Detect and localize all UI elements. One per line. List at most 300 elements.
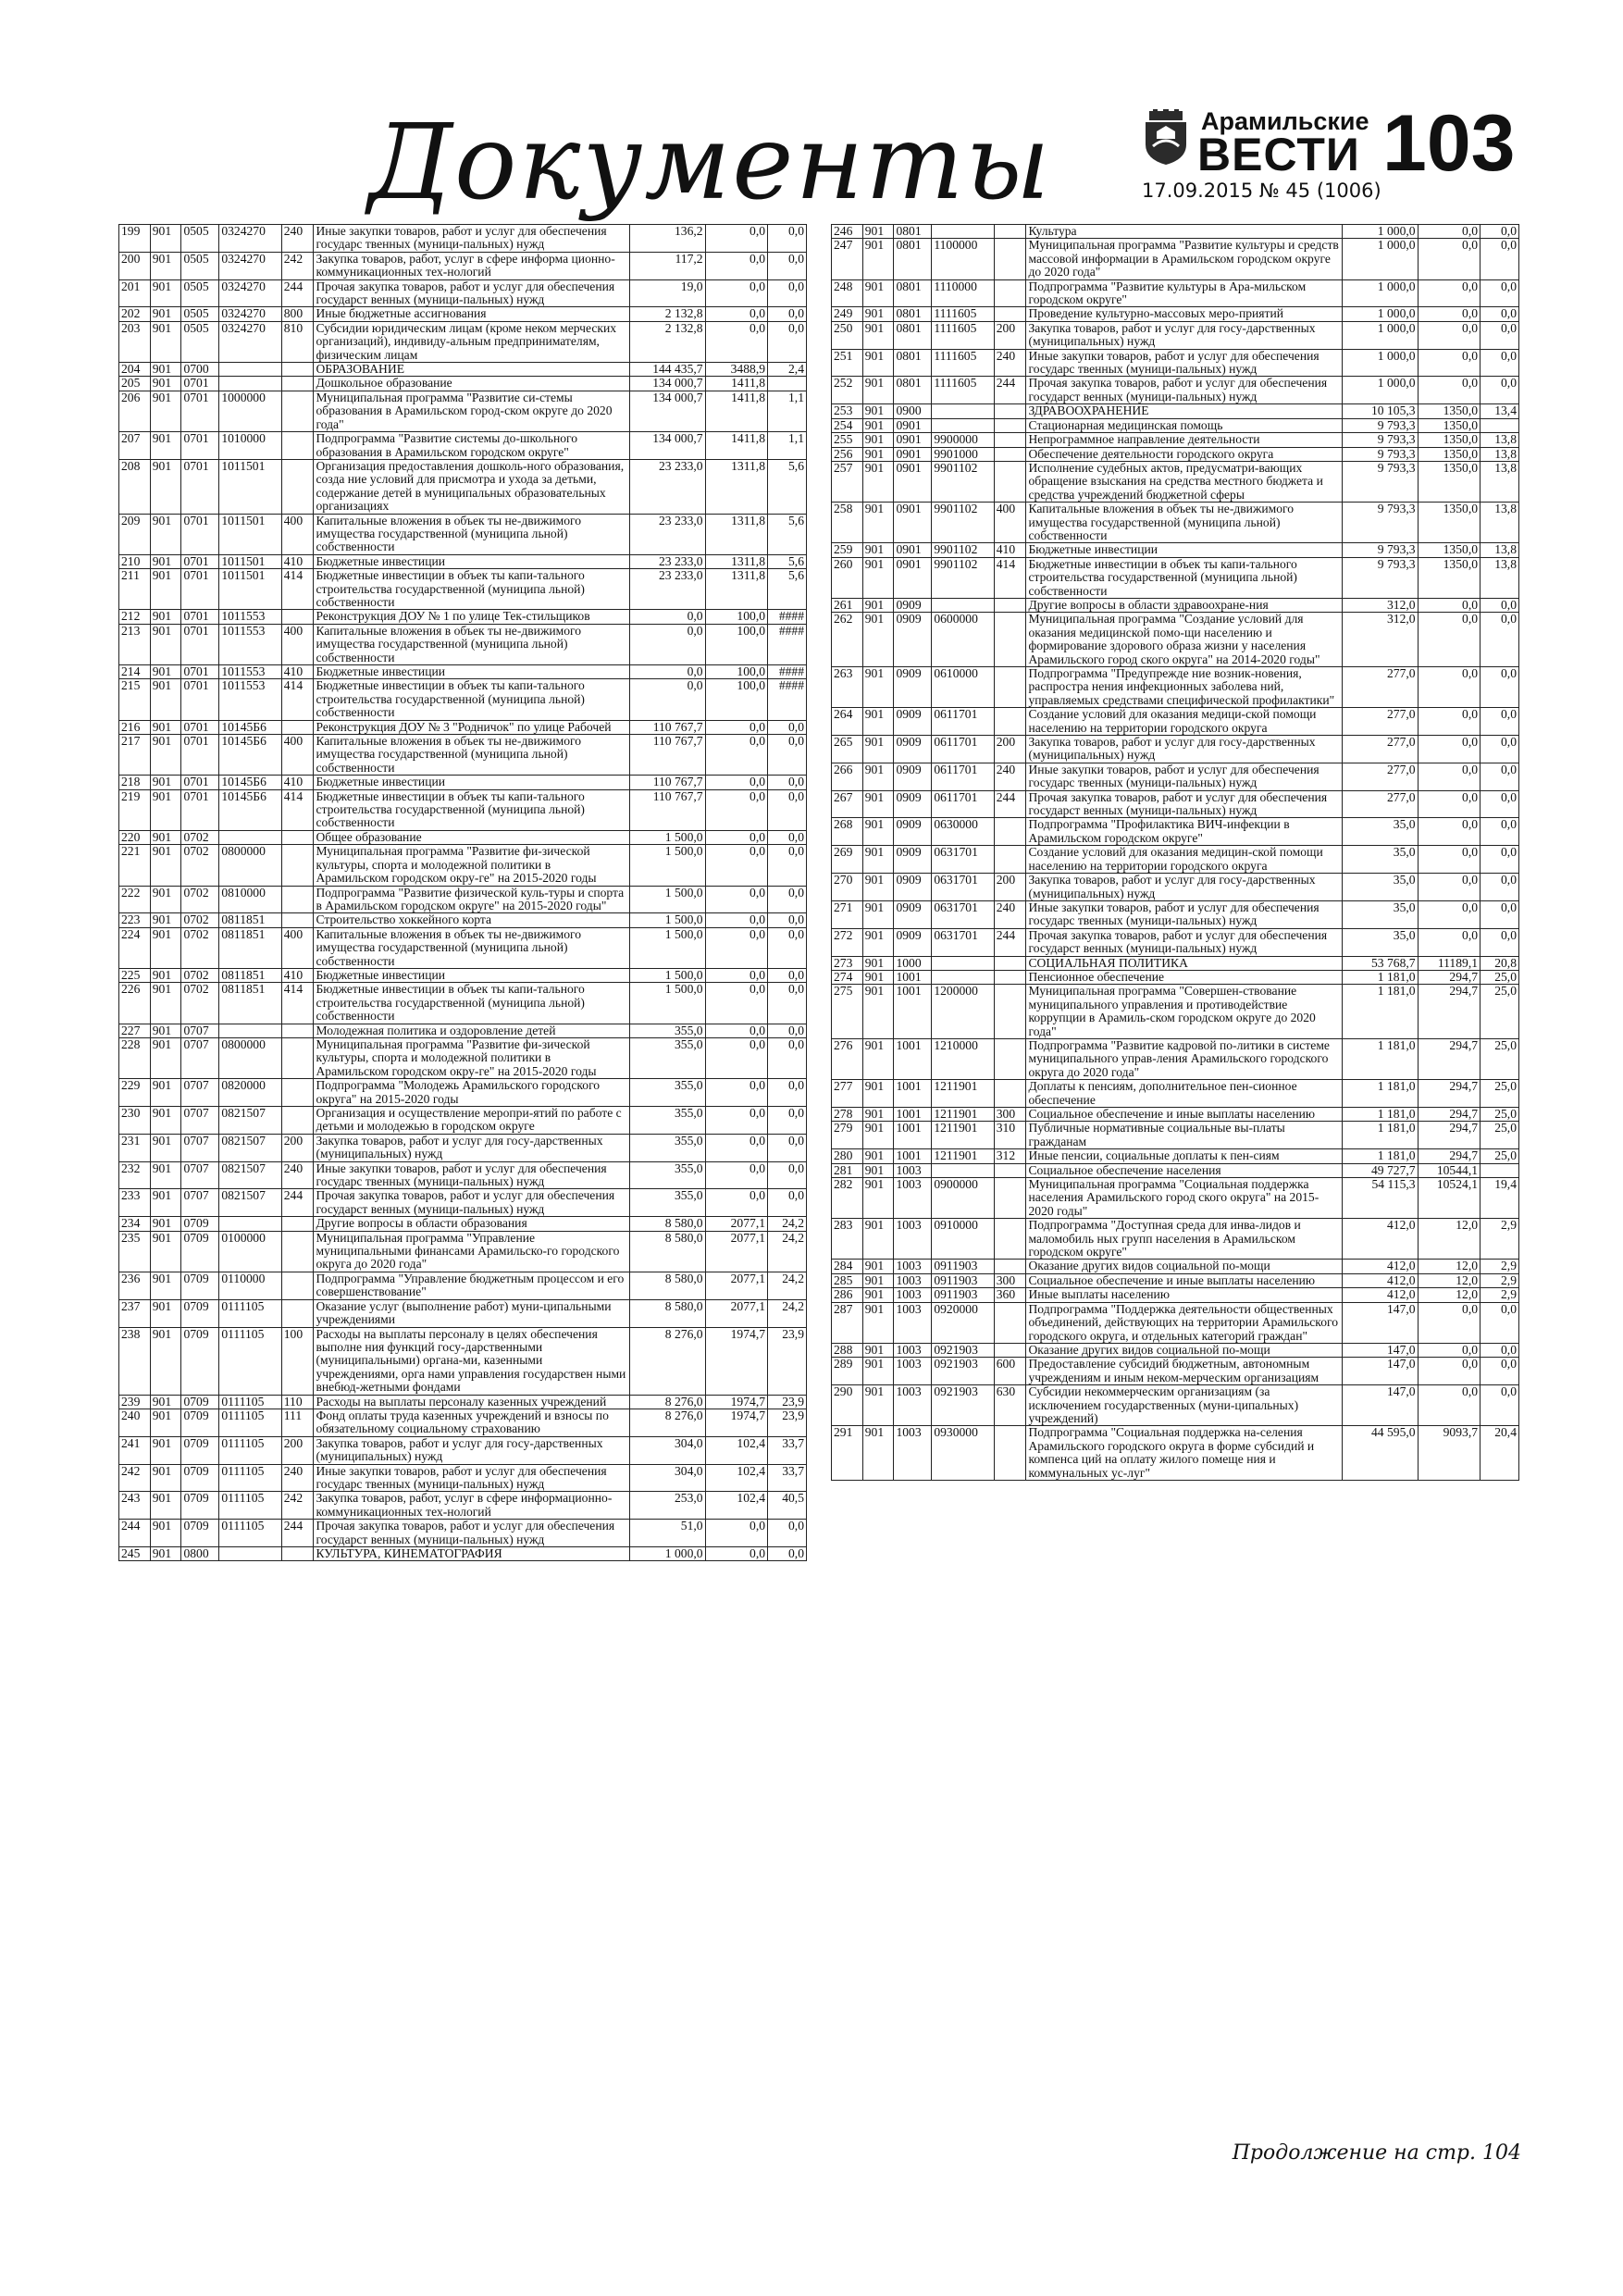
cell-target-code: 0111105 bbox=[219, 1436, 281, 1464]
cell-actual: 10544,1 bbox=[1418, 1163, 1480, 1177]
cell-expense-type: 240 bbox=[994, 763, 1026, 790]
row-num: 288 bbox=[832, 1343, 863, 1357]
cell-target-code bbox=[932, 970, 994, 984]
cell-name: Молодежная политика и оздоровление детей bbox=[314, 1024, 629, 1037]
cell-target-code: 0111105 bbox=[219, 1299, 281, 1327]
cell-actual: 2077,1 bbox=[705, 1217, 767, 1231]
cell-percent: 1,1 bbox=[768, 432, 807, 460]
table-row bbox=[832, 598, 1519, 612]
row-num: 211 bbox=[119, 569, 151, 610]
table-row bbox=[832, 279, 1519, 307]
table-row bbox=[119, 845, 807, 886]
cell-admin-code: 901 bbox=[862, 1219, 894, 1260]
cell-admin-code: 901 bbox=[862, 239, 894, 279]
cell-target-code: 0920000 bbox=[932, 1302, 994, 1343]
cell-admin-code: 901 bbox=[862, 1385, 894, 1426]
cell-target-code: 0810000 bbox=[219, 886, 281, 913]
cell-admin-code: 901 bbox=[150, 432, 181, 460]
row-num: 238 bbox=[119, 1327, 151, 1395]
row-num: 228 bbox=[119, 1037, 151, 1078]
row-num: 208 bbox=[119, 459, 151, 514]
cell-actual: 11189,1 bbox=[1418, 956, 1480, 970]
row-num: 254 bbox=[832, 418, 863, 432]
cell-admin-code: 901 bbox=[150, 983, 181, 1024]
row-num: 272 bbox=[832, 928, 863, 956]
table-row bbox=[119, 1189, 807, 1217]
cell-expense-type bbox=[281, 845, 314, 886]
row-num: 263 bbox=[832, 667, 863, 708]
cell-plan: 35,0 bbox=[1342, 846, 1418, 874]
cell-plan: 1 500,0 bbox=[629, 886, 705, 913]
row-num: 273 bbox=[832, 956, 863, 970]
row-num: 217 bbox=[119, 735, 151, 776]
cell-actual: 0,0 bbox=[705, 927, 767, 968]
row-num: 214 bbox=[119, 665, 151, 679]
cell-section-code: 0707 bbox=[181, 1161, 219, 1189]
table-row bbox=[119, 1231, 807, 1272]
cell-name: Создание условий для оказания медици-ской помощи населению на территории городского округа bbox=[1026, 708, 1342, 736]
cell-plan: 412,0 bbox=[1342, 1260, 1418, 1273]
table-row bbox=[832, 418, 1519, 432]
cell-plan: 134 000,7 bbox=[629, 377, 705, 391]
cell-target-code: 0630000 bbox=[932, 818, 994, 846]
cell-plan: 1 181,0 bbox=[1342, 1038, 1418, 1079]
table-row bbox=[119, 1024, 807, 1037]
cell-target-code bbox=[219, 1217, 281, 1231]
cell-target-code: 0111105 bbox=[219, 1409, 281, 1436]
table-row bbox=[119, 1395, 807, 1409]
cell-name: Социальное обеспечение населения bbox=[1026, 1163, 1342, 1177]
cell-target-code: 10145Б6 bbox=[219, 789, 281, 830]
row-num: 290 bbox=[832, 1385, 863, 1426]
cell-actual: 0,0 bbox=[705, 776, 767, 789]
cell-expense-type bbox=[994, 1163, 1026, 1177]
cell-plan: 8 276,0 bbox=[629, 1409, 705, 1436]
cell-target-code: 0811851 bbox=[219, 968, 281, 982]
cell-target-code: 9901000 bbox=[932, 447, 994, 461]
cell-section-code: 0707 bbox=[181, 1079, 219, 1107]
cell-percent: #### bbox=[768, 665, 807, 679]
cell-target-code: 0600000 bbox=[932, 613, 994, 667]
cell-name: Муниципальная программа "Управление муниципальными финансами Арамильско-го городского округа до 2020 года" bbox=[314, 1231, 629, 1272]
cell-section-code: 0901 bbox=[894, 418, 932, 432]
cell-expense-type bbox=[281, 913, 314, 927]
cell-section-code: 0801 bbox=[894, 225, 932, 239]
cell-name: Бюджетные инвестиции в объек ты капи-тального строительства государственной (муниципа льной) собственности bbox=[314, 983, 629, 1024]
cell-plan: 8 276,0 bbox=[629, 1327, 705, 1395]
cell-target-code: 0921903 bbox=[932, 1343, 994, 1357]
table-row bbox=[119, 307, 807, 321]
cell-percent: 0,0 bbox=[768, 1161, 807, 1189]
cell-target-code: 0911903 bbox=[932, 1288, 994, 1302]
cell-target-code bbox=[932, 598, 994, 612]
row-num: 252 bbox=[832, 377, 863, 404]
cell-percent: 0,0 bbox=[1481, 928, 1519, 956]
cell-admin-code: 901 bbox=[150, 1272, 181, 1299]
cell-target-code: 1100000 bbox=[932, 239, 994, 279]
cell-actual: 0,0 bbox=[705, 789, 767, 830]
cell-percent: 0,0 bbox=[1481, 874, 1519, 901]
cell-section-code: 0701 bbox=[181, 514, 219, 554]
cell-admin-code: 901 bbox=[862, 1260, 894, 1273]
budget-table-right bbox=[831, 224, 1519, 1481]
cell-actual: 100,0 bbox=[705, 665, 767, 679]
cell-target-code: 1011501 bbox=[219, 569, 281, 610]
cell-section-code: 0709 bbox=[181, 1217, 219, 1231]
cell-percent: 20,4 bbox=[1481, 1426, 1519, 1481]
cell-actual: 0,0 bbox=[1418, 307, 1480, 321]
cell-actual: 0,0 bbox=[1418, 900, 1480, 928]
cell-plan: 9 793,3 bbox=[1342, 543, 1418, 557]
cell-percent: 2,9 bbox=[1481, 1288, 1519, 1302]
cell-expense-type bbox=[994, 447, 1026, 461]
cell-percent: 0,0 bbox=[768, 845, 807, 886]
cell-admin-code: 901 bbox=[150, 624, 181, 664]
cell-percent: 5,6 bbox=[768, 569, 807, 610]
cell-expense-type: 111 bbox=[281, 1409, 314, 1436]
cell-expense-type bbox=[994, 598, 1026, 612]
cell-percent: 0,0 bbox=[1481, 736, 1519, 763]
cell-admin-code: 901 bbox=[862, 1358, 894, 1385]
cell-expense-type bbox=[994, 985, 1026, 1039]
cell-percent: 0,0 bbox=[1481, 763, 1519, 790]
cell-section-code: 0709 bbox=[181, 1395, 219, 1409]
cell-percent: 0,0 bbox=[768, 252, 807, 279]
cell-section-code: 0701 bbox=[181, 665, 219, 679]
cell-section-code: 0800 bbox=[181, 1547, 219, 1561]
cell-plan: 304,0 bbox=[629, 1436, 705, 1464]
table-row bbox=[832, 1385, 1519, 1426]
cell-name: Подпрограмма "Управление бюджетным процессом и его совершенствование" bbox=[314, 1272, 629, 1299]
table-row bbox=[119, 554, 807, 568]
cell-admin-code: 901 bbox=[862, 321, 894, 349]
cell-section-code: 0707 bbox=[181, 1037, 219, 1078]
cell-name: Прочая закупка товаров, работ и услуг для обеспечения государст венных (муници-пальных) нужд bbox=[1026, 377, 1342, 404]
cell-section-code: 0701 bbox=[181, 391, 219, 431]
cell-percent: 2,9 bbox=[1481, 1260, 1519, 1273]
cell-percent: 25,0 bbox=[1481, 1149, 1519, 1163]
cell-target-code: 0110000 bbox=[219, 1272, 281, 1299]
cell-target-code: 1111605 bbox=[932, 377, 994, 404]
cell-section-code: 1001 bbox=[894, 970, 932, 984]
cell-percent: 0,0 bbox=[1481, 239, 1519, 279]
cell-expense-type bbox=[281, 1272, 314, 1299]
cell-percent: 24,2 bbox=[768, 1231, 807, 1272]
cell-name: Реконструкция ДОУ № 1 по улице Тек-стильщиков bbox=[314, 610, 629, 624]
cell-admin-code: 901 bbox=[150, 927, 181, 968]
right-column bbox=[831, 224, 1519, 1481]
cell-percent: 25,0 bbox=[1481, 1038, 1519, 1079]
cell-name: Другие вопросы в области образования bbox=[314, 1217, 629, 1231]
cell-section-code: 1000 bbox=[894, 956, 932, 970]
cell-section-code: 0709 bbox=[181, 1520, 219, 1547]
cell-percent: 0,0 bbox=[1481, 1302, 1519, 1343]
cell-percent: 0,0 bbox=[1481, 321, 1519, 349]
cell-name: Бюджетные инвестиции в объек ты капи-тального строительства государственной (муниципа льной) собственности bbox=[1026, 557, 1342, 598]
cell-target-code: 1200000 bbox=[932, 985, 994, 1039]
cell-percent: 0,0 bbox=[768, 913, 807, 927]
cell-plan: 19,0 bbox=[629, 279, 705, 307]
row-num: 242 bbox=[119, 1464, 151, 1492]
table-row bbox=[832, 557, 1519, 598]
cell-target-code: 9901102 bbox=[932, 543, 994, 557]
row-num: 230 bbox=[119, 1107, 151, 1135]
cell-admin-code: 901 bbox=[150, 1327, 181, 1395]
row-num: 253 bbox=[832, 404, 863, 418]
cell-admin-code: 901 bbox=[150, 720, 181, 734]
cell-expense-type bbox=[281, 1231, 314, 1272]
cell-target-code bbox=[932, 956, 994, 970]
cell-plan: 1 000,0 bbox=[1342, 279, 1418, 307]
cell-expense-type: 242 bbox=[281, 252, 314, 279]
row-num: 262 bbox=[832, 613, 863, 667]
cell-plan: 355,0 bbox=[629, 1189, 705, 1217]
row-num: 259 bbox=[832, 543, 863, 557]
table-row bbox=[832, 1260, 1519, 1273]
table-row bbox=[119, 1492, 807, 1520]
cell-expense-type: 310 bbox=[994, 1122, 1026, 1149]
cell-plan: 277,0 bbox=[1342, 736, 1418, 763]
cell-percent: 0,0 bbox=[768, 983, 807, 1024]
cell-actual: 0,0 bbox=[1418, 874, 1480, 901]
cell-actual: 2077,1 bbox=[705, 1231, 767, 1272]
cell-name: Проведение культурно-массовых меро-приятий bbox=[1026, 307, 1342, 321]
cell-actual: 0,0 bbox=[1418, 736, 1480, 763]
cell-percent: 5,6 bbox=[768, 554, 807, 568]
row-num: 229 bbox=[119, 1079, 151, 1107]
cell-percent: 13,8 bbox=[1481, 503, 1519, 543]
cell-section-code: 0909 bbox=[894, 874, 932, 901]
cell-admin-code: 901 bbox=[862, 1108, 894, 1122]
cell-expense-type: 240 bbox=[281, 225, 314, 253]
cell-actual: 0,0 bbox=[705, 1134, 767, 1161]
cell-section-code: 0505 bbox=[181, 252, 219, 279]
cell-section-code: 1003 bbox=[894, 1302, 932, 1343]
cell-plan: 355,0 bbox=[629, 1024, 705, 1037]
cell-section-code: 1001 bbox=[894, 1108, 932, 1122]
cell-admin-code: 901 bbox=[150, 1520, 181, 1547]
cell-actual: 0,0 bbox=[1418, 708, 1480, 736]
row-num: 234 bbox=[119, 1217, 151, 1231]
cell-percent: 0,0 bbox=[1481, 708, 1519, 736]
cell-admin-code: 901 bbox=[862, 377, 894, 404]
cell-name: Дошкольное образование bbox=[314, 377, 629, 391]
table-row bbox=[832, 667, 1519, 708]
cell-admin-code: 901 bbox=[150, 252, 181, 279]
cell-admin-code: 901 bbox=[150, 225, 181, 253]
cell-target-code: 1211901 bbox=[932, 1108, 994, 1122]
cell-plan: 0,0 bbox=[629, 665, 705, 679]
cell-target-code bbox=[219, 377, 281, 391]
cell-admin-code: 901 bbox=[150, 1037, 181, 1078]
cell-expense-type bbox=[994, 279, 1026, 307]
cell-expense-type: 410 bbox=[994, 543, 1026, 557]
cell-section-code: 0709 bbox=[181, 1272, 219, 1299]
cell-expense-type: 410 bbox=[281, 776, 314, 789]
cell-plan: 9 793,3 bbox=[1342, 447, 1418, 461]
cell-plan: 54 115,3 bbox=[1342, 1178, 1418, 1219]
cell-percent: 19,4 bbox=[1481, 1178, 1519, 1219]
cell-percent: 2,9 bbox=[1481, 1273, 1519, 1287]
row-num: 221 bbox=[119, 845, 151, 886]
cell-name: Подпрограмма "Поддержка деятельности общественных объединений, действующих на территории Арамильского городского округа, и отдельных категорий граждан" bbox=[1026, 1302, 1342, 1343]
row-num: 218 bbox=[119, 776, 151, 789]
cell-section-code: 0801 bbox=[894, 279, 932, 307]
cell-expense-type: 414 bbox=[281, 569, 314, 610]
cell-actual: 0,0 bbox=[1418, 613, 1480, 667]
row-num: 199 bbox=[119, 225, 151, 253]
cell-expense-type bbox=[994, 846, 1026, 874]
cell-target-code: 0611701 bbox=[932, 708, 994, 736]
cell-target-code: 1110000 bbox=[932, 279, 994, 307]
cell-target-code bbox=[219, 830, 281, 844]
cell-percent: 0,0 bbox=[768, 776, 807, 789]
page-number: 103 bbox=[1382, 99, 1516, 188]
cell-plan: 1 000,0 bbox=[1342, 225, 1418, 239]
cell-actual: 100,0 bbox=[705, 679, 767, 720]
table-row bbox=[832, 321, 1519, 349]
cell-name: Создание условий для оказания медицин-ской помощи населению на территории городского округа bbox=[1026, 846, 1342, 874]
cell-section-code: 1003 bbox=[894, 1358, 932, 1385]
row-num: 209 bbox=[119, 514, 151, 554]
cell-name: Подпрограмма "Развитие физической куль-туры и спорта в Арамильском городском округе" на 2015-2020 годы" bbox=[314, 886, 629, 913]
cell-section-code: 0901 bbox=[894, 447, 932, 461]
row-num: 249 bbox=[832, 307, 863, 321]
cell-actual: 0,0 bbox=[1418, 377, 1480, 404]
row-num: 251 bbox=[832, 349, 863, 377]
cell-target-code: 0611701 bbox=[932, 790, 994, 818]
cell-actual: 0,0 bbox=[1418, 239, 1480, 279]
cell-plan: 134 000,7 bbox=[629, 432, 705, 460]
cell-name: Доплаты к пенсиям, дополнительное пен-сионное обеспечение bbox=[1026, 1080, 1342, 1108]
row-num: 203 bbox=[119, 321, 151, 362]
cell-plan: 110 767,7 bbox=[629, 720, 705, 734]
cell-section-code: 0702 bbox=[181, 913, 219, 927]
cell-expense-type: 244 bbox=[281, 279, 314, 307]
cell-expense-type: 240 bbox=[994, 900, 1026, 928]
cell-percent: 0,0 bbox=[768, 1134, 807, 1161]
cell-admin-code: 901 bbox=[150, 830, 181, 844]
cell-percent: 13,8 bbox=[1481, 433, 1519, 447]
row-num: 274 bbox=[832, 970, 863, 984]
cell-admin-code: 901 bbox=[150, 1299, 181, 1327]
cell-actual: 0,0 bbox=[705, 1079, 767, 1107]
cell-expense-type: 240 bbox=[994, 349, 1026, 377]
row-num: 266 bbox=[832, 763, 863, 790]
coat-of-arms-icon bbox=[1140, 109, 1192, 167]
cell-name: Социальное обеспечение и иные выплаты населению bbox=[1026, 1108, 1342, 1122]
row-num: 260 bbox=[832, 557, 863, 598]
cell-plan: 9 793,3 bbox=[1342, 503, 1418, 543]
cell-expense-type bbox=[281, 1107, 314, 1135]
cell-admin-code: 901 bbox=[862, 956, 894, 970]
row-num: 265 bbox=[832, 736, 863, 763]
cell-percent: 0,0 bbox=[1481, 1385, 1519, 1426]
cell-expense-type bbox=[994, 418, 1026, 432]
cell-plan: 35,0 bbox=[1342, 818, 1418, 846]
cell-expense-type: 242 bbox=[281, 1492, 314, 1520]
cell-name: Капитальные вложения в объек ты не-движимого имущества государственной (муниципа льной) собственности bbox=[1026, 503, 1342, 543]
table-row bbox=[832, 1358, 1519, 1385]
cell-name: Бюджетные инвестиции bbox=[314, 968, 629, 982]
cell-percent: 23,9 bbox=[768, 1409, 807, 1436]
cell-name: Бюджетные инвестиции в объек ты капи-тального строительства государственной (муниципа льной) собственности bbox=[314, 679, 629, 720]
table-row bbox=[832, 225, 1519, 239]
table-row bbox=[119, 252, 807, 279]
cell-target-code: 0811851 bbox=[219, 983, 281, 1024]
cell-percent: 13,8 bbox=[1481, 543, 1519, 557]
cell-plan: 2 132,8 bbox=[629, 321, 705, 362]
cell-percent: 0,0 bbox=[1481, 307, 1519, 321]
cell-target-code bbox=[932, 404, 994, 418]
cell-percent: 0,0 bbox=[1481, 900, 1519, 928]
cell-section-code: 0702 bbox=[181, 968, 219, 982]
cell-actual: 102,4 bbox=[705, 1464, 767, 1492]
cell-expense-type: 600 bbox=[994, 1358, 1026, 1385]
cell-actual: 0,0 bbox=[705, 1547, 767, 1561]
cell-name: Иные бюджетные ассигнования bbox=[314, 307, 629, 321]
table-row bbox=[119, 1409, 807, 1436]
table-row bbox=[119, 1217, 807, 1231]
cell-target-code: 0111105 bbox=[219, 1395, 281, 1409]
cell-expense-type: 400 bbox=[994, 503, 1026, 543]
cell-plan: 0,0 bbox=[629, 679, 705, 720]
cell-admin-code: 901 bbox=[150, 1409, 181, 1436]
cell-percent: 0,0 bbox=[768, 720, 807, 734]
cell-plan: 136,2 bbox=[629, 225, 705, 253]
row-num: 269 bbox=[832, 846, 863, 874]
table-row bbox=[119, 1520, 807, 1547]
cell-target-code bbox=[932, 225, 994, 239]
cell-actual: 294,7 bbox=[1418, 1108, 1480, 1122]
table-row bbox=[832, 239, 1519, 279]
budget-table-left bbox=[118, 224, 807, 1561]
table-row bbox=[119, 1436, 807, 1464]
cell-target-code: 0800000 bbox=[219, 845, 281, 886]
row-num: 267 bbox=[832, 790, 863, 818]
cell-section-code: 0707 bbox=[181, 1189, 219, 1217]
cell-name: Предоставление субсидий бюджетным, автономным учреждениям и иным неком-мерческим организациям bbox=[1026, 1358, 1342, 1385]
cell-percent: 33,7 bbox=[768, 1436, 807, 1464]
cell-actual: 1350,0 bbox=[1418, 447, 1480, 461]
cell-percent: 24,2 bbox=[768, 1299, 807, 1327]
cell-name: Другие вопросы в области здравоохране-ния bbox=[1026, 598, 1342, 612]
cell-plan: 277,0 bbox=[1342, 708, 1418, 736]
cell-plan: 1 181,0 bbox=[1342, 1080, 1418, 1108]
cell-section-code: 0707 bbox=[181, 1024, 219, 1037]
cell-admin-code: 901 bbox=[862, 1149, 894, 1163]
cell-percent: 0,0 bbox=[768, 1520, 807, 1547]
cell-admin-code: 901 bbox=[150, 913, 181, 927]
cell-expense-type bbox=[994, 970, 1026, 984]
cell-section-code: 0909 bbox=[894, 763, 932, 790]
cell-plan: 35,0 bbox=[1342, 900, 1418, 928]
cell-actual: 294,7 bbox=[1418, 1080, 1480, 1108]
cell-target-code bbox=[219, 1024, 281, 1037]
cell-plan: 8 276,0 bbox=[629, 1395, 705, 1409]
row-num: 207 bbox=[119, 432, 151, 460]
cell-name: Закупка товаров, работ и услуг для госу-дарственных (муниципальных) нужд bbox=[314, 1436, 629, 1464]
cell-actual: 0,0 bbox=[1418, 818, 1480, 846]
cell-percent: 25,0 bbox=[1481, 1122, 1519, 1149]
cell-plan: 253,0 bbox=[629, 1492, 705, 1520]
table-row bbox=[119, 514, 807, 554]
table-row bbox=[119, 886, 807, 913]
cell-percent: 5,6 bbox=[768, 459, 807, 514]
cell-section-code: 0701 bbox=[181, 569, 219, 610]
cell-percent: 0,0 bbox=[768, 225, 807, 253]
cell-plan: 9 793,3 bbox=[1342, 418, 1418, 432]
